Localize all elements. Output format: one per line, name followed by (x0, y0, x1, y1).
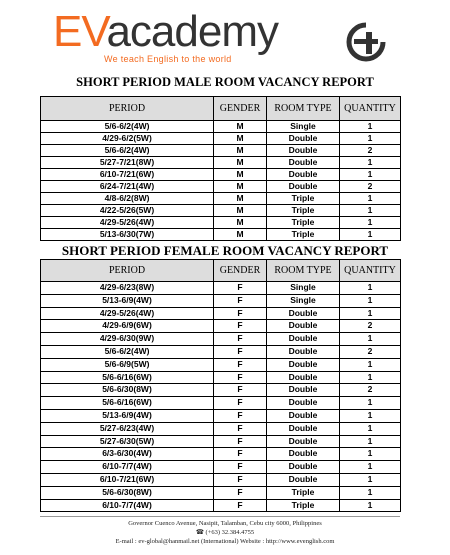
table-header-row (41, 260, 401, 282)
table-row (41, 145, 401, 157)
room-type-cell: Double (267, 435, 340, 448)
footer-address: Governor Cuenco Avenue, Nasipit, Talamban, Cebu city 6000, Philippines (128, 520, 322, 527)
table-row (41, 448, 401, 461)
quantity-cell: 2 (340, 384, 401, 397)
quantity-cell: 2 (340, 320, 401, 333)
table-row (41, 205, 401, 217)
gender-cell: M (214, 193, 267, 205)
gender-cell: F (214, 320, 267, 333)
quantity-cell: 1 (340, 448, 401, 461)
room-type-cell: Double (267, 384, 340, 397)
room-type-cell: Double (267, 397, 340, 410)
gender-cell: M (214, 217, 267, 229)
room-type-cell: Double (267, 333, 340, 346)
room-type-cell: Double (267, 409, 340, 422)
period-cell: 4/29-6/30(9W) (41, 333, 214, 346)
room-type-cell: Single (267, 282, 340, 295)
period-cell: 6/10-7/21(6W) (41, 473, 214, 486)
table-row (41, 422, 401, 435)
gender-cell: F (214, 499, 267, 512)
room-type-cell: Double (267, 422, 340, 435)
period-cell: 5/27-6/23(4W) (41, 422, 214, 435)
quantity-cell: 1 (340, 229, 401, 241)
period-cell: 5/6-6/9(5W) (41, 358, 214, 371)
period-cell: 5/13-6/30(7W) (41, 229, 214, 241)
quantity-cell: 1 (340, 358, 401, 371)
gender-cell: F (214, 448, 267, 461)
period-cell: 4/29-6/23(8W) (41, 282, 214, 295)
period-cell: 6/10-7/7(4W) (41, 499, 214, 512)
logo-ev: EV (53, 7, 107, 56)
period-cell: 4/22-5/26(5W) (41, 205, 214, 217)
quantity-cell: 1 (340, 205, 401, 217)
period-cell: 4/8-6/2(8W) (41, 193, 214, 205)
footer-phone: ☎ (+63) 32.384.4755 (195, 529, 255, 536)
gender-cell: M (214, 145, 267, 157)
gender-cell: F (214, 358, 267, 371)
quantity-cell: 1 (340, 461, 401, 474)
gender-cell: F (214, 333, 267, 346)
table-row (41, 409, 401, 422)
table-header-row (41, 97, 401, 121)
gender-cell: M (214, 229, 267, 241)
header (0, 0, 450, 72)
quantity-cell: 2 (340, 145, 401, 157)
logo-tagline: We teach English to the world (104, 54, 232, 64)
gender-cell: F (214, 486, 267, 499)
gender-cell: F (214, 461, 267, 474)
logo-academy: academy (106, 7, 278, 56)
column-header-quantity: QUANTITY (340, 260, 401, 282)
period-cell: 5/13-6/9(4W) (41, 409, 214, 422)
logo (53, 7, 278, 56)
room-type-cell: Triple (267, 499, 340, 512)
quantity-cell: 2 (340, 345, 401, 358)
table-row (41, 229, 401, 241)
quantity-cell: 1 (340, 121, 401, 133)
table-row (41, 435, 401, 448)
quantity-cell: 1 (340, 333, 401, 346)
room-type-cell: Double (267, 169, 340, 181)
male-vacancy-table (40, 96, 401, 241)
period-cell: 4/29-5/26(4W) (41, 307, 214, 320)
quantity-cell: 1 (340, 435, 401, 448)
period-cell: 5/13-6/9(4W) (41, 294, 214, 307)
column-header-period: PERIOD (41, 97, 214, 121)
quantity-cell: 1 (340, 422, 401, 435)
period-cell: 5/27-6/30(5W) (41, 435, 214, 448)
room-type-cell: Double (267, 371, 340, 384)
table-row (41, 473, 401, 486)
quantity-cell: 1 (340, 169, 401, 181)
column-header-gender: GENDER (214, 97, 267, 121)
female-report-title: SHORT PERIOD FEMALE ROOM VACANCY REPORT (61, 243, 389, 258)
period-cell: 5/27-7/21(8W) (41, 157, 214, 169)
table-row (41, 169, 401, 181)
female-vacancy-table (40, 259, 401, 512)
quantity-cell: 1 (340, 294, 401, 307)
quantity-cell: 1 (340, 486, 401, 499)
column-header-period: PERIOD (41, 260, 214, 282)
room-type-cell: Double (267, 358, 340, 371)
table-row (41, 486, 401, 499)
table-row (41, 397, 401, 410)
gender-cell: F (214, 384, 267, 397)
period-cell: 5/6-6/30(8W) (41, 384, 214, 397)
gender-cell: F (214, 345, 267, 358)
gender-cell: M (214, 157, 267, 169)
gender-cell: F (214, 397, 267, 410)
gender-cell: F (214, 371, 267, 384)
gender-cell: M (214, 205, 267, 217)
quantity-cell: 1 (340, 217, 401, 229)
gender-cell: F (214, 282, 267, 295)
table-row (41, 384, 401, 397)
gender-cell: M (214, 133, 267, 145)
table-row (41, 193, 401, 205)
period-cell: 5/6-6/2(4W) (41, 345, 214, 358)
quantity-cell: 1 (340, 409, 401, 422)
table-row (41, 294, 401, 307)
room-type-cell: Triple (267, 486, 340, 499)
period-cell: 5/6-6/2(4W) (41, 121, 214, 133)
quantity-cell: 1 (340, 499, 401, 512)
table-row (41, 320, 401, 333)
table-row (41, 358, 401, 371)
table-row (41, 345, 401, 358)
footer-contact: E-mail : ev-global@hanmail.net (International) Website : http://www.evenglish.com (115, 538, 335, 545)
period-cell: 5/6-6/16(6W) (41, 371, 214, 384)
quantity-cell: 1 (340, 307, 401, 320)
quantity-cell: 2 (340, 181, 401, 193)
room-type-cell: Triple (267, 229, 340, 241)
gender-cell: F (214, 473, 267, 486)
room-type-cell: Single (267, 121, 340, 133)
table-row (41, 307, 401, 320)
gender-cell: F (214, 409, 267, 422)
room-type-cell: Triple (267, 217, 340, 229)
period-cell: 5/6-6/30(8W) (41, 486, 214, 499)
quantity-cell: 1 (340, 193, 401, 205)
table-row (41, 157, 401, 169)
room-type-cell: Double (267, 145, 340, 157)
footer (0, 519, 450, 546)
quantity-cell: 1 (340, 157, 401, 169)
column-header-quantity: QUANTITY (340, 97, 401, 121)
room-type-cell: Double (267, 181, 340, 193)
table-row (41, 371, 401, 384)
period-cell: 6/10-7/7(4W) (41, 461, 214, 474)
column-header-room-type: ROOM TYPE (267, 260, 340, 282)
period-cell: 4/29-6/9(6W) (41, 320, 214, 333)
period-cell: 6/3-6/30(4W) (41, 448, 214, 461)
gender-cell: M (214, 169, 267, 181)
quantity-cell: 1 (340, 473, 401, 486)
gender-cell: M (214, 121, 267, 133)
gender-cell: F (214, 422, 267, 435)
gender-cell: F (214, 294, 267, 307)
gender-cell: F (214, 307, 267, 320)
quantity-cell: 1 (340, 371, 401, 384)
period-cell: 6/24-7/21(4W) (41, 181, 214, 193)
table-row (41, 461, 401, 474)
room-type-cell: Single (267, 294, 340, 307)
room-type-cell: Triple (267, 205, 340, 217)
period-cell: 4/29-6/2(5W) (41, 133, 214, 145)
period-cell: 4/29-5/26(4W) (41, 217, 214, 229)
room-type-cell: Double (267, 320, 340, 333)
logo-mark-icon (346, 22, 386, 62)
room-type-cell: Double (267, 473, 340, 486)
quantity-cell: 1 (340, 282, 401, 295)
column-header-room-type: ROOM TYPE (267, 97, 340, 121)
gender-cell: M (214, 181, 267, 193)
quantity-cell: 1 (340, 133, 401, 145)
period-cell: 6/10-7/21(6W) (41, 169, 214, 181)
table-row (41, 282, 401, 295)
table-row (41, 181, 401, 193)
room-type-cell: Double (267, 345, 340, 358)
quantity-cell: 1 (340, 397, 401, 410)
room-type-cell: Double (267, 133, 340, 145)
male-report-title: SHORT PERIOD MALE ROOM VACANCY REPORT (76, 75, 374, 89)
column-header-gender: GENDER (214, 260, 267, 282)
gender-cell: F (214, 435, 267, 448)
room-type-cell: Triple (267, 193, 340, 205)
period-cell: 5/6-6/2(4W) (41, 145, 214, 157)
table-row (41, 499, 401, 512)
table-row (41, 333, 401, 346)
room-type-cell: Double (267, 461, 340, 474)
table-row (41, 217, 401, 229)
room-type-cell: Double (267, 448, 340, 461)
period-cell: 5/6-6/16(6W) (41, 397, 214, 410)
room-type-cell: Double (267, 307, 340, 320)
table-row (41, 121, 401, 133)
footer-divider (40, 516, 400, 517)
table-row (41, 133, 401, 145)
room-type-cell: Double (267, 157, 340, 169)
